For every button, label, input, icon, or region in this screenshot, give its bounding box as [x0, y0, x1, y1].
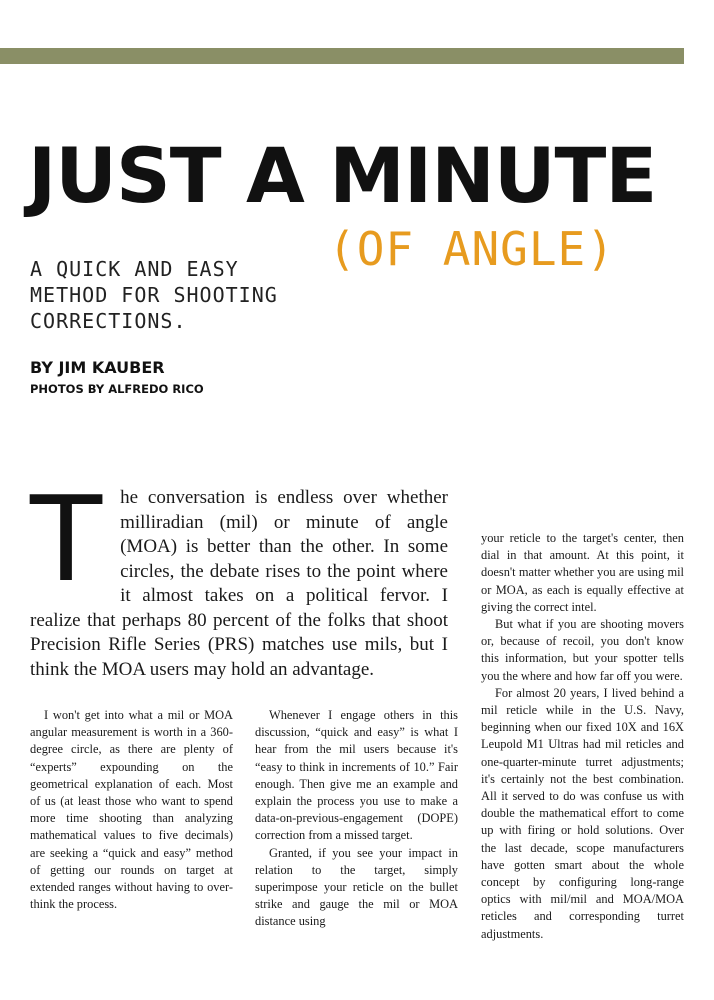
article-deck [30, 256, 330, 334]
body-paragraph: But what if you are shooting movers or, because of recoil, you don't know this information, but your spotter tells you the where and how far off you were. [481, 617, 684, 683]
body-column-3 [481, 530, 684, 943]
intro-paragraph [30, 470, 448, 682]
body-column-2 [255, 707, 458, 931]
deck-line: METHOD FOR SHOOTING [30, 283, 278, 307]
intro-text: he conversation is endless over whether milliradian (mil) or minute of angle (MOA) is better than the other. In some circles, the debate rises to the point where it almost takes on a political fervor. I realize that perhaps 80 percent of the folks that shoot Precision Rifle Series (PRS) matches use mils, but I think the MOA users may hold an advantage. [30, 487, 448, 680]
body-paragraph: Granted, if you see your impact in relation to the target, simply superimpose your reticle on the bullet strike and gauge the mil or MOA distance using [255, 845, 458, 929]
body-paragraph: I won't get into what a mil or MOA angular measurement is worth in a 360-degree circle, as there are plenty of “experts” expounding on the geometrical explanation of each. Most of us (at least those who want to spend more time shooting than analyzing mathematical values to five decimals) are seeking a “quick and easy” method of getting our rounds on target at extended ranges without having to over-think the process. [30, 708, 233, 912]
body-paragraph: For almost 20 years, I lived behind a mil reticle while in the U.S. Navy, beginning when our fixed 10X and 16X Leupold M1 Ultras had mil reticles and one-quarter-minute turret adjustments; it's certainly not the best combination. All it served to do was confuse us with double the mathematical effort to come up with firing or hold solutions. Over the last decade, scope manufacturers have gotten smart about the whole concept by configuring long-range optics with mil/mil and MOA/MOA reticles and corresponding turret adjustments. [481, 685, 684, 941]
deck-line: A QUICK AND EASY [30, 257, 239, 281]
body-column-1 [30, 707, 233, 913]
top-accent-bar [0, 48, 684, 64]
author-byline: BY JIM KAUBER [30, 358, 165, 377]
article-headline: JUST A MINUTE [28, 131, 657, 220]
drop-cap: T [30, 470, 103, 608]
article-subhead: (OF ANGLE) [328, 222, 615, 276]
body-paragraph: Whenever I engage others in this discussion, “quick and easy” is what I hear from the mil users because it's “easy to think in increments of 10.” Fair enough. Then give me an example and explain the process you use to make a data-on-previous-engagement (DOPE) correction from a missed target. [255, 708, 458, 843]
photo-credit: PHOTOS BY ALFREDO RICO [30, 382, 204, 396]
body-paragraph: your reticle to the target's center, then dial in that amount. At this point, it doesn't matter whether you are using mil or MOA, as each is equally effective at giving the correct intel. [481, 531, 684, 614]
deck-line: CORRECTIONS. [30, 309, 187, 333]
